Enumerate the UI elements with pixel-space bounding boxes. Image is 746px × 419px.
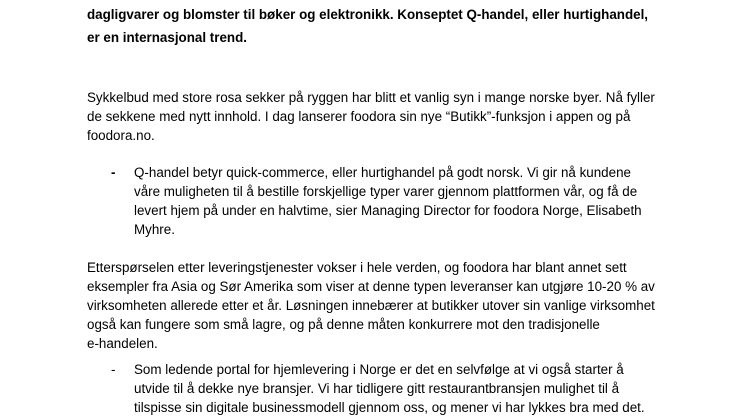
paragraph-1-line-1: Sykkelbud med store rosa sekker på ryggen har blitt et vanlig syn i mange norske byer. Nå fyller xyxy=(87,90,655,105)
quote-2-line-1: Som ledende portal for hjemlevering i Norge er det en selvfølge at vi også starter å xyxy=(134,362,624,377)
quote-1-line-4: Myhre. xyxy=(134,222,175,237)
intro-line-1: dagligvarer og blomster til bøker og elektronikk. Konseptet Q-handel, eller hurtighandel, xyxy=(87,7,649,22)
paragraph-1-line-3: foodora.no. xyxy=(87,128,155,143)
quote-1-bullet: - xyxy=(111,165,116,180)
paragraph-2-line-5: e-handelen. xyxy=(87,336,158,351)
paragraph-2-line-1: Etterspørselen etter leveringstjenester vokser i hele verden, og foodora har blant annet sett xyxy=(87,260,627,275)
intro-line-2: er en internasjonal trend. xyxy=(87,30,247,45)
quote-1-line-1: Q-handel betyr quick-commerce, eller hurtighandel på godt norsk. Vi gir nå kundene xyxy=(134,165,631,180)
quote-2-line-2: utvide til å dekke nye bransjer. Vi har tidligere gitt restaurantbransjen mulighet til å xyxy=(134,381,620,396)
paragraph-1-line-2: de sekkene med nytt innhold. I dag lanserer foodora sin nye “Butikk”-funksjon i appen og på xyxy=(87,109,631,124)
quote-1-line-3: levert hjem på under en halvtime, sier Managing Director for foodora Norge, Elisabeth xyxy=(134,203,642,218)
paragraph-2-line-4: også kan fungere som små lagre, og på denne måten konkurrere mot den tradisjonelle xyxy=(87,317,600,332)
paragraph-2-line-2: eksempler fra Asia og Sør Amerika som viser at denne typen leveranser kan utgjøre 10-20 % av xyxy=(87,279,655,294)
quote-2-bullet: - xyxy=(111,362,116,377)
quote-2-line-3: tilspisse sin digitale businessmodell gjennom oss, og mener vi har lykkes bra med det. xyxy=(134,400,645,415)
quote-1-line-2: våre muligheten til å bestille forskjellige typer varer gjennom plattformen vår, og få de xyxy=(134,184,638,199)
paragraph-2-line-3: virksomheten allerede etter et år. Løsningen innebærer at butikker utover sin vanlige virksomhet xyxy=(87,298,655,313)
